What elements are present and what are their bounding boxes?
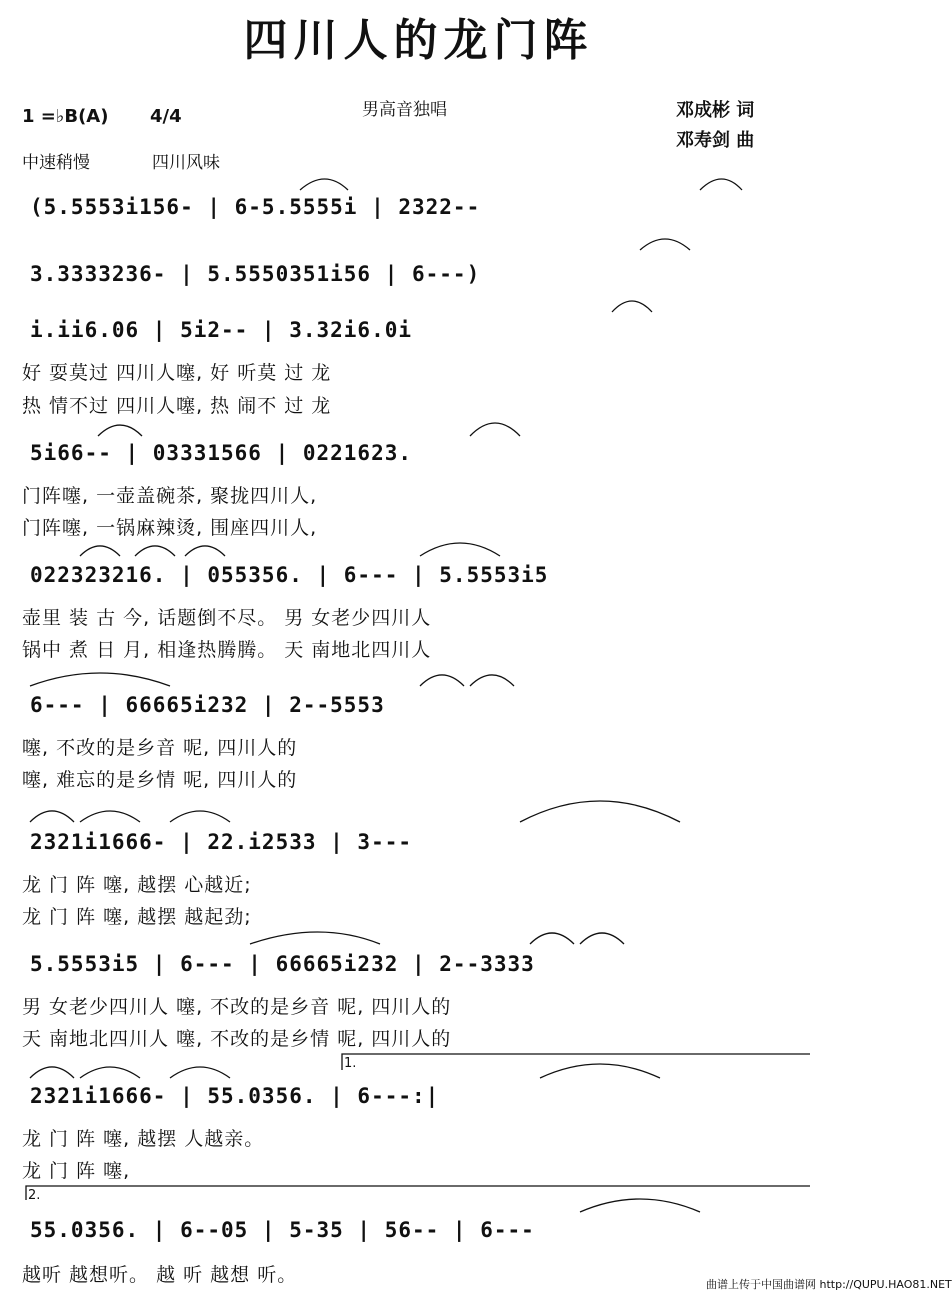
slur-mark [250,932,380,944]
volta-bracket [26,1186,810,1200]
song-title: 四川人的龙门阵 [243,15,594,66]
notation-line: 2321i1666- | 22.i2533 | 3--- [30,830,413,854]
slur-mark [530,933,574,944]
slur-mark [30,673,170,686]
notation-line: i.ii6.06 | 5i2-- | 3.32i6.0i [30,318,413,342]
lyric-line-verse-2: 龙 门 阵 噻, [22,1160,131,1182]
volta-2-label: 2. [28,1188,41,1203]
source-watermark: 曲谱上传于中国曲谱网 http://QUPU.HAO81.NET [706,1278,952,1291]
lyric-line-verse-1: 噻, 不改的是乡音 呢, 四川人的 [22,737,298,759]
slur-mark [640,239,690,250]
slur-mark [185,546,225,556]
time-signature: 4/4 [150,106,182,127]
notation-line: 55.0356. | 6--05 | 5-35 | 56-- | 6--- [30,1218,535,1242]
slur-mark [520,801,680,822]
slur-mark [300,179,348,190]
notation-line: 3.3333236- | 5.5550351i56 | 6---) [30,262,481,286]
slur-mark [580,933,624,944]
lyric-line-verse-2: 热 情不过 四川人噻, 热 闹不 过 龙 [22,395,332,417]
lyricist-credit: 邓成彬 词 [676,100,755,121]
slur-mark [700,179,742,190]
slur-mark [580,1199,700,1212]
slur-mark [420,675,464,686]
volta-1-label: 1. [344,1056,357,1071]
slur-mark [170,1067,230,1078]
slur-mark [420,543,500,556]
lyric-line-verse-2: 天 南地北四川人 噻, 不改的是乡情 呢, 四川人的 [22,1028,452,1050]
slur-mark [135,546,175,556]
notation-line: (5.5553i156- | 6-5.5555i | 2322-- [30,195,481,219]
performance-note: 男高音独唱 [362,100,447,120]
lyric-line-verse-1: 壶里 装 古 今, 话题倒不尽。 男 女老少四川人 [22,607,432,629]
lyric-line-verse-2: 龙 门 阵 噻, 越摆 越起劲; [22,906,252,928]
lyric-line-verse-2: 噻, 难忘的是乡情 呢, 四川人的 [22,769,298,791]
tempo-marking: 中速稍慢 [22,153,90,173]
slur-mark [612,301,652,312]
slur-mark [470,675,514,686]
lyric-line: 越听 越想听。 越 听 越想 听。 [22,1264,298,1286]
slur-mark [30,811,74,822]
slur-mark [170,811,230,822]
slur-mark [98,425,142,436]
slur-mark [540,1064,660,1078]
slur-mark [80,1067,140,1078]
slur-mark [80,546,120,556]
lyric-line-verse-1: 男 女老少四川人 噻, 不改的是乡音 呢, 四川人的 [22,996,452,1018]
notation-line: 6--- | 66665i232 | 2--5553 [30,693,385,717]
slur-mark [80,811,140,822]
lyric-line-verse-1: 好 耍莫过 四川人噻, 好 听莫 过 龙 [22,362,332,384]
notation-line: 022323216. | 055356. | 6--- | 5.5553i5 [30,563,549,587]
lyric-line-verse-1: 门阵噻, 一壶盖碗茶, 聚拢四川人, [22,485,318,507]
lyric-line-verse-2: 锅中 煮 日 月, 相逢热腾腾。 天 南地北四川人 [22,639,432,661]
key-signature: 1 =♭B(A) [22,106,109,127]
lyric-line-verse-2: 门阵噻, 一锅麻辣烫, 围座四川人, [22,517,318,539]
composer-credit: 邓寿剑 曲 [676,130,755,151]
notation-line: 5.5553i5 | 6--- | 66665i232 | 2--3333 [30,952,535,976]
volta-bracket [342,1054,810,1070]
notation-line: 2321i1666- | 55.0356. | 6---:| [30,1084,440,1108]
slur-mark [30,1067,74,1078]
notation-line: 5i66-- | 03331566 | 0221623. [30,441,413,465]
slur-mark [470,423,520,436]
lyric-line-verse-1: 龙 门 阵 噻, 越摆 人越亲。 [22,1128,265,1150]
lyric-line-verse-1: 龙 门 阵 噻, 越摆 心越近; [22,874,252,896]
style-marking: 四川风味 [152,153,220,173]
